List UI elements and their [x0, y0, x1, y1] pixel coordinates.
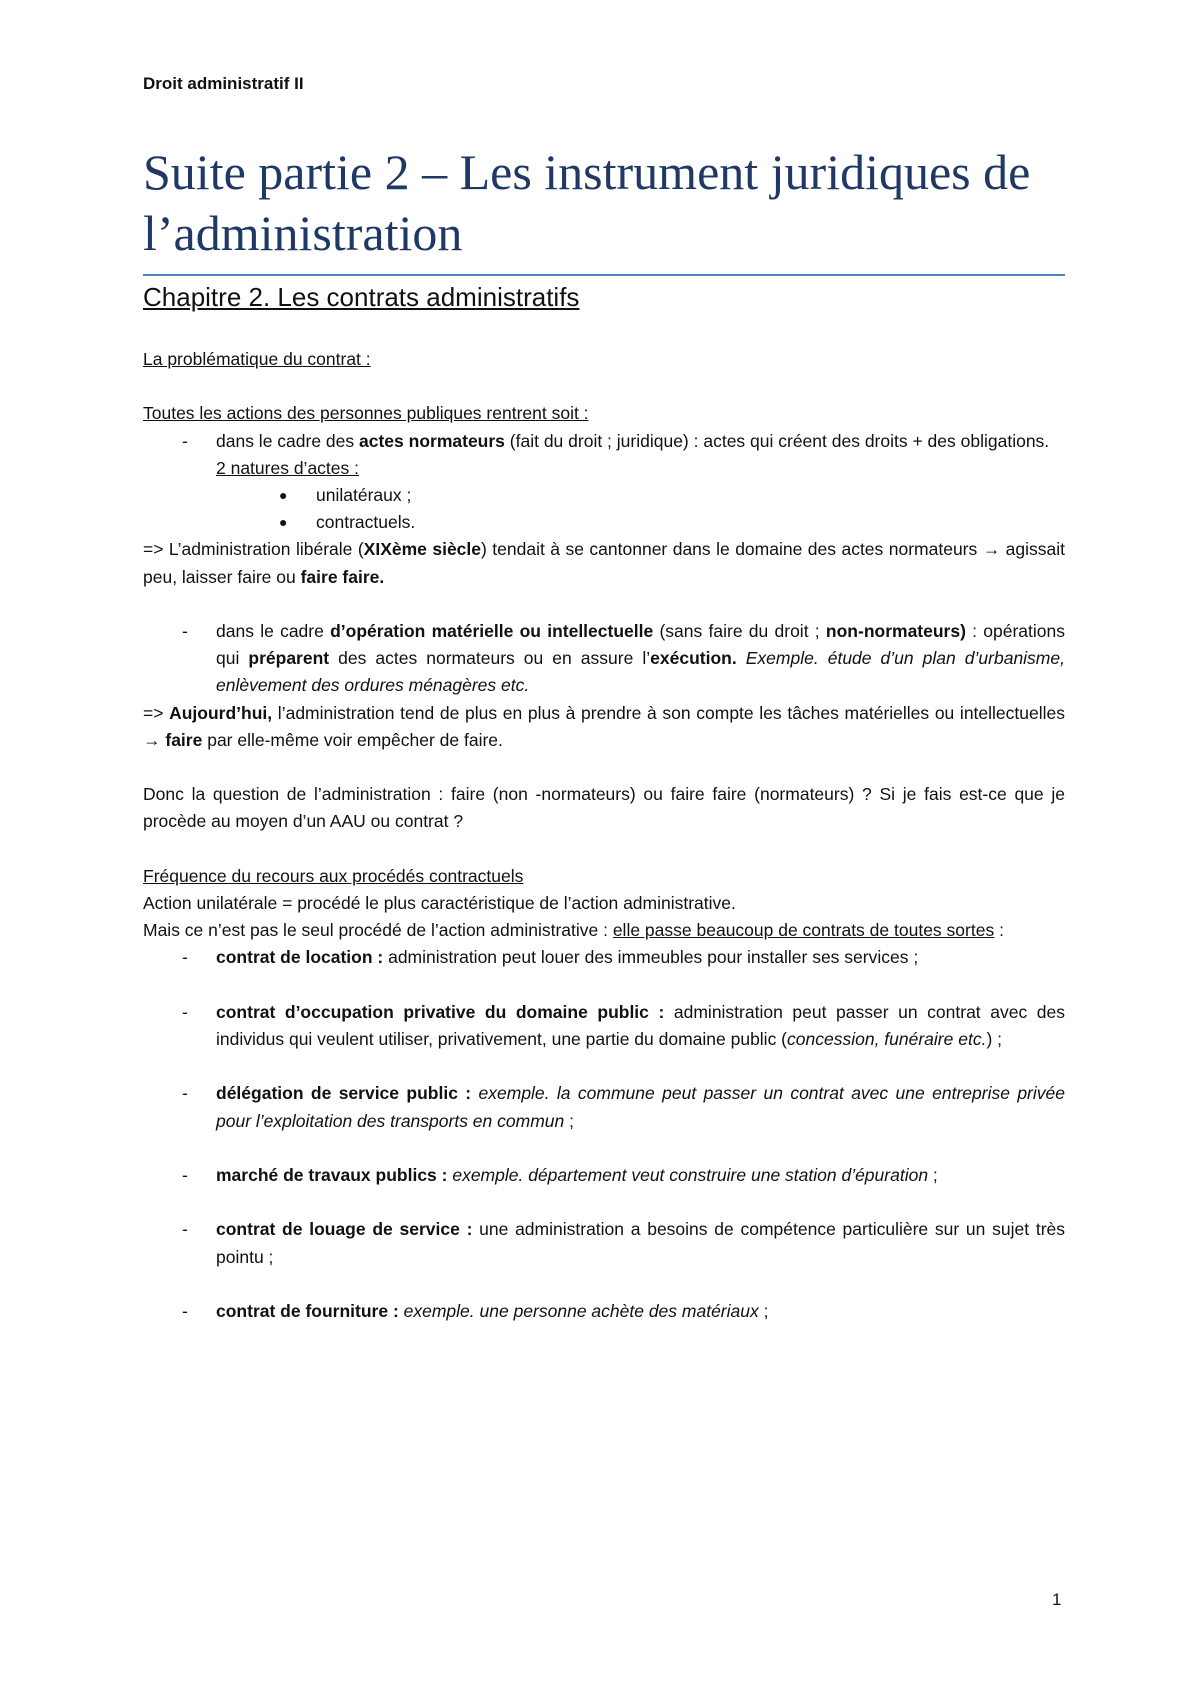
- bullet-item: ● contractuels.: [143, 509, 1065, 536]
- dash-marker: -: [182, 430, 188, 451]
- running-header: Droit administratif II: [143, 74, 304, 93]
- list-item-text: contrat d’occupation privative du domaine public : administration peut passer un contrat avec des individus qui veulent utiliser, privativement, une partie du domaine public (concession, funéraire etc.) ;: [216, 1001, 1065, 1049]
- bullet-icon: ●: [279, 514, 288, 531]
- list-item-text: dans le cadre des actes normateurs (fait du droit ; juridique) : actes qui créent des droits + des obligations.: [216, 430, 1050, 451]
- list-item-text: contrat de fourniture : exemple. une personne achète des matériaux ;: [216, 1300, 769, 1321]
- dash-marker: -: [182, 947, 188, 968]
- list-item: [143, 428, 1065, 455]
- bullet-item: ● unilatéraux ;: [143, 482, 1065, 509]
- natures-heading: 2 natures d’actes :: [216, 457, 359, 478]
- list-item: [143, 618, 1065, 700]
- bullet-icon: ●: [279, 487, 288, 503]
- list-item-text: délégation de service public : exemple. la commune peut passer un contrat avec une entreprise privée pour l’exploitation des transports en commun ;: [216, 1083, 1065, 1131]
- section-intro: Toutes les actions des personnes publiques rentrent soit :: [143, 403, 589, 424]
- dash-marker: -: [182, 1083, 188, 1104]
- list-item: [143, 1162, 1065, 1189]
- list-item-text: contrat de location : administration peut louer des immeubles pour installer ses services ;: [216, 947, 919, 968]
- title-underline-rule: [143, 274, 1065, 276]
- list-item-text: marché de travaux publics : exemple. département veut construire une station d’épuration ;: [216, 1164, 938, 1185]
- document-title: Suite partie 2 – Les instrument juridiques de l’administration: [143, 144, 1031, 261]
- dash-marker: -: [182, 621, 188, 641]
- list-item: [143, 944, 1065, 971]
- list-item: [143, 999, 1065, 1053]
- dash-marker: -: [182, 1164, 188, 1185]
- list-item: [143, 1298, 1065, 1325]
- page-number: 1: [1052, 1590, 1062, 1609]
- document-body: [143, 346, 1065, 1325]
- chapter-heading: Chapitre 2. Les contrats administratifs: [143, 282, 580, 312]
- section-heading-frequence: Fréquence du recours aux procédés contractuels: [143, 865, 524, 886]
- section-heading-problematique: La problématique du contrat :: [143, 349, 371, 369]
- list-item: [143, 1080, 1065, 1134]
- dash-marker: -: [182, 1300, 188, 1321]
- dash-marker: -: [182, 1001, 188, 1022]
- paragraph: Donc la question de l’administration : faire (non -normateurs) ou faire faire (normateurs) ? Si je fais est-ce que je procède au moyen d’un AAU ou contrat ?: [143, 784, 1065, 832]
- paragraph: => Aujourd’hui, l’administration tend de plus en plus à prendre à son compte les tâches matérielles ou intellectuelles → faire par elle-même voir empêcher de faire.: [143, 702, 1065, 750]
- paragraph: => L’administration libérale (XIXème siècle) tendait à se cantonner dans le domaine des actes normateurs → agissait peu, laisser faire ou faire faire.: [143, 539, 1066, 587]
- list-item: [143, 1216, 1065, 1270]
- paragraph: Mais ce n’est pas le seul procédé de l’action administrative : elle passe beaucoup de contrats de toutes sortes :: [143, 920, 1004, 941]
- list-item-text: contrat de louage de service : une administration a besoins de compétence particulière sur un sujet très pointu ;: [216, 1219, 1066, 1267]
- paragraph: Action unilatérale = procédé le plus caractéristique de l’action administrative.: [143, 893, 736, 913]
- list-item-text: dans le cadre d’opération matérielle ou intellectuelle (sans faire du droit ; non-normateurs) : opérations qui préparent des actes normateurs ou en assure l’exécution. Exemple. étude d’un plan d’urbanisme, enlèvement des ordures ménagères etc.: [216, 621, 1066, 696]
- dash-marker: -: [182, 1219, 188, 1240]
